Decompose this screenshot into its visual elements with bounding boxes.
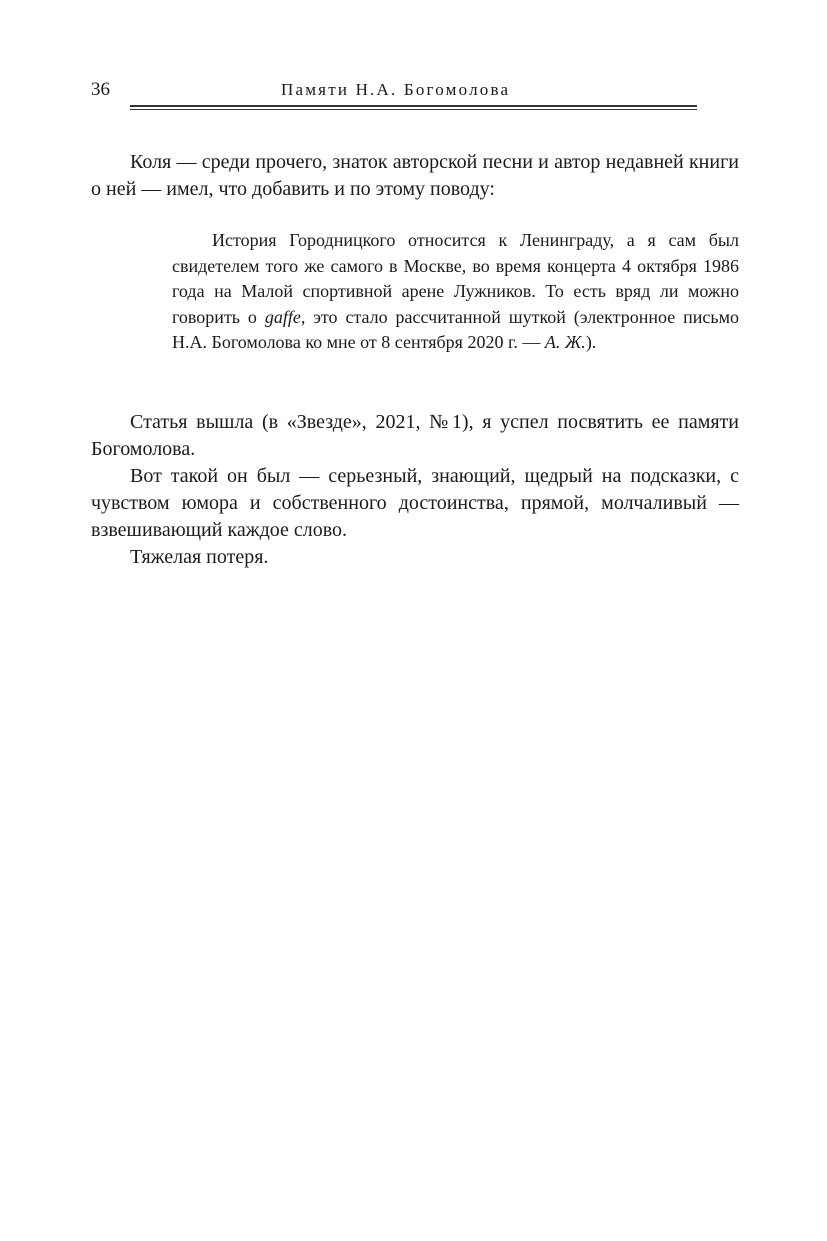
intro-paragraph: Коля — среди прочего, знаток авторской песни и автор недавней книги о ней — имел, что добавить и по этому поводу: (91, 151, 739, 200)
header-rule-thin (130, 109, 697, 110)
quote-text-end: ). (585, 332, 597, 352)
intro-block (91, 149, 739, 203)
closing-block (91, 409, 739, 571)
page-number: 36 (91, 79, 110, 100)
quote-initials: А. Ж. (544, 332, 586, 352)
block-quote (172, 228, 739, 356)
quote-paragraph (172, 228, 739, 356)
running-title: Памяти Н.А. Богомолова (281, 80, 511, 99)
quote-text-start: История Городницкого относится к Ленинграду, а я сам был свидетелем того же самого в Москве, во время концерта 4 октября 1986 года на Малой спортивной арене Лужников. То есть вряд ли можно говорить о (172, 230, 739, 327)
paragraph-article: Статья вышла (в «Звезде», 2021, №1), я успел посвятить ее памяти Богомолова. (91, 411, 739, 460)
running-head (91, 78, 697, 102)
header-rule-thick (130, 105, 697, 107)
quote-italic-word: gaffe (264, 306, 301, 327)
paragraph-character: Вот такой он был — серьезный, знающий, щедрый на подсказки, с чувством юмора и собственного достоинства, прямой, молчаливый — взвешивающий каждое слово. (91, 465, 739, 541)
quote-text-middle: , это стало рассчитанной шуткой (электронное письмо Н.А. Богомолова ко мне от 8 сентября 2020 г. — (172, 306, 739, 352)
paragraph-loss: Тяжелая потеря. (130, 546, 269, 568)
